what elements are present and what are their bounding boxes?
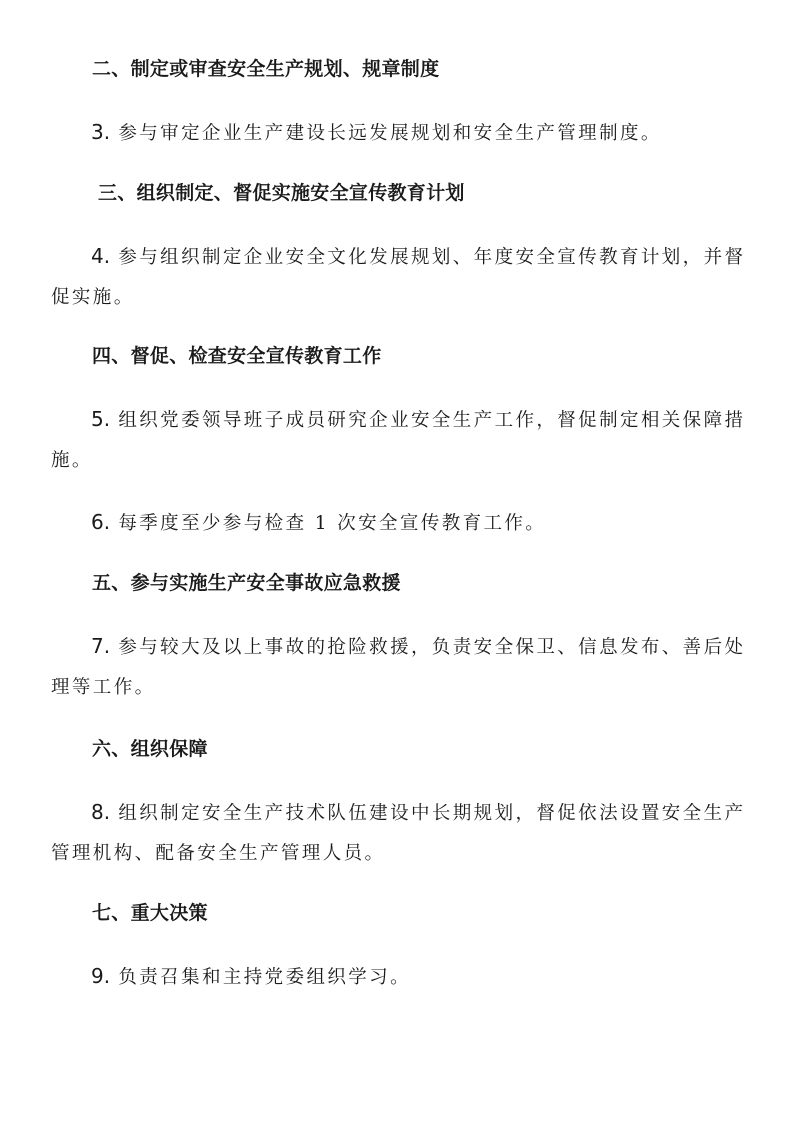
item-number: 7. xyxy=(91,634,111,658)
section-heading-7: 七、重大决策 xyxy=(92,902,208,924)
section-heading-3: 三、组织制定、督促实施安全宣传教育计划 xyxy=(98,182,465,204)
item-number: 3. xyxy=(91,120,111,144)
item-text: 组织党委领导班子成员研究企业安全生产工作，督促制定相关保障措施。 xyxy=(51,410,746,471)
item-7 xyxy=(51,626,751,708)
item-3 xyxy=(51,112,751,154)
item-text: 组织制定安全生产技术队伍建设中长期规划，督促依法设置安全生产管理机构、配备安全生产管理人员。 xyxy=(51,803,746,864)
item-4 xyxy=(51,236,751,318)
item-text: 参与审定企业生产建设长远发展规划和安全生产管理制度。 xyxy=(110,123,662,144)
section-heading-6: 六、组织保障 xyxy=(92,738,208,760)
item-number: 4. xyxy=(91,244,111,268)
item-number: 9. xyxy=(91,964,111,988)
section-heading-4: 四、督促、检查安全宣传教育工作 xyxy=(92,345,382,367)
section-heading-2: 二、制定或审查安全生产规划、规章制度 xyxy=(92,58,440,80)
item-text: 负责召集和主持党委组织学习。 xyxy=(110,967,411,988)
section-heading-5: 五、参与实施生产安全事故应急救援 xyxy=(92,572,401,594)
item-text: 参与较大及以上事故的抢险救援，负责安全保卫、信息发布、善后处理等工作。 xyxy=(51,637,746,698)
item-text: 每季度至少参与检查 1 次安全宣传教育工作。 xyxy=(110,513,547,534)
item-number: 5. xyxy=(91,407,111,431)
item-text: 参与组织制定企业安全文化发展规划、年度安全宣传教育计划，并督促实施。 xyxy=(51,247,746,308)
item-5 xyxy=(51,399,751,481)
item-number: 6. xyxy=(91,510,111,534)
item-number: 8. xyxy=(91,800,111,824)
item-8 xyxy=(51,792,751,874)
item-9 xyxy=(51,956,751,998)
item-6 xyxy=(51,502,751,544)
